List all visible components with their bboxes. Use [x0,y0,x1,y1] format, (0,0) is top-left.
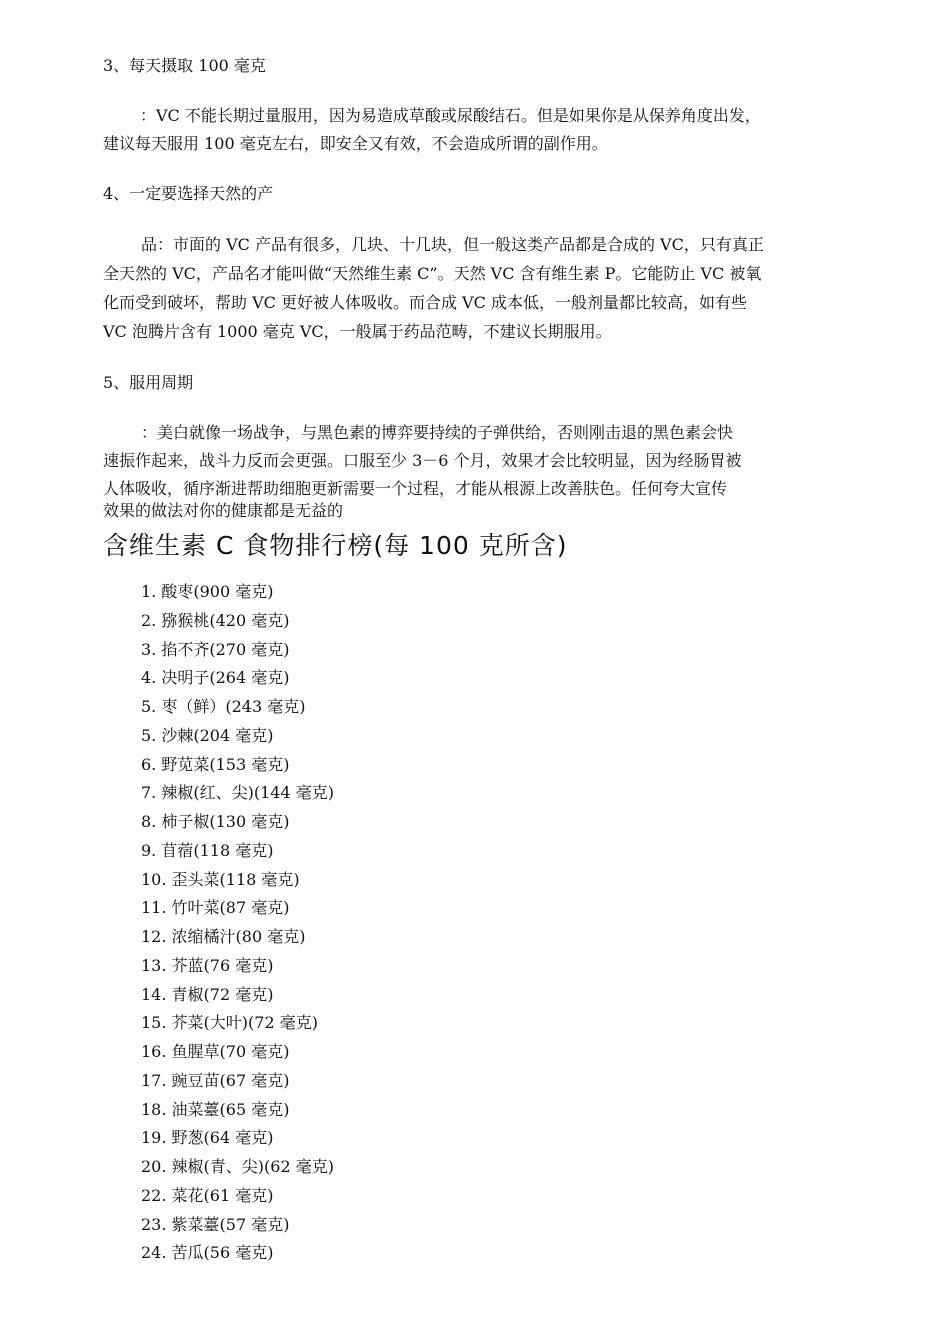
list-item: 14. 青椒(72 毫克) [141,984,274,1004]
list-item: 6. 野苋菜(153 毫克) [141,754,290,774]
list-item: 24. 苦瓜(56 毫克) [141,1243,274,1263]
list-item: 18. 油菜薹(65 毫克) [141,1099,290,1119]
list-item: 13. 芥蓝(76 毫克) [141,955,274,975]
list-item: 9. 苜蓿(118 毫克) [141,840,274,860]
section-3-title: 3、每天摄取 100 毫克 [103,56,266,75]
list-item: 11. 竹叶菜(87 毫克) [141,898,290,918]
list-item: 22. 菜花(61 毫克) [141,1185,274,1205]
ranking-heading: 含维生素 C 食物排行榜(每 100 克所含) [103,531,568,560]
list-item: 15. 芥菜(大叶)(72 毫克) [141,1013,318,1033]
section-4-line-2: 全天然的 VC，产品名才能叫做“天然维生素 C”。天然 VC 含有维生素 P。它能防止 VC 被氧 [103,264,762,283]
section-4-title: 4、一定要选择天然的产 [103,184,274,203]
section-5-title: 5、服用周期 [103,373,194,392]
list-item: 10. 歪头菜(118 毫克) [141,869,300,889]
list-item: 12. 浓缩橘汁(80 毫克) [141,927,306,946]
list-item: 19. 野葱(64 毫克) [141,1128,274,1148]
list-item: 23. 紫菜薹(57 毫克) [141,1214,290,1234]
section-4-line-4: VC 泡腾片含有 1000 毫克 VC，一般属于药品范畴，不建议长期服用。 [103,322,612,341]
list-item: 8. 柿子椒(130 毫克) [141,812,290,831]
list-item: 7. 辣椒(红、尖)(144 毫克) [141,783,334,803]
section-5-line-1: ：美白就像一场战争，与黑色素的博弈要持续的子弹供给，否则刚击退的黑色素会快 [141,423,734,442]
list-item: 5. 枣（鲜）(243 毫克) [141,697,306,716]
section-5-line-4: 效果的做法对你的健康都是无益的 [103,501,344,520]
section-5-line-3: 人体吸收，循序渐进帮助细胞更新需要一个过程，才能从根源上改善肤色。任何夸大宣传 [103,479,728,498]
section-4-line-3: 化而受到破坏，帮助 VC 更好被人体吸收。而合成 VC 成本低，一般剂量都比较高，如有些 [103,293,747,312]
section-5-line-2: 速振作起来，战斗力反而会更强。口服至少 3－6 个月，效果才会比较明显，因为经肠胃被 [103,451,742,470]
list-item: 20. 辣椒(青、尖)(62 毫克) [141,1157,334,1176]
list-item: 1. 酸枣(900 毫克) [141,582,274,601]
section-4-line-1: 品：市面的 VC 产品有很多，几块、十几块，但一般这类产品都是合成的 VC，只有真正 [141,235,764,254]
ranking-list [141,578,334,1268]
section-3-line-1: ：VC 不能长期过量服用，因为易造成草酸或尿酸结石。但是如果你是从保养角度出发， [140,106,761,125]
section-3-line-2: 建议每天服用 100 毫克左右，即安全又有效，不会造成所谓的副作用。 [103,134,608,153]
list-item: 4. 决明子(264 毫克) [141,668,290,688]
list-item: 16. 鱼腥草(70 毫克) [141,1042,290,1061]
list-item: 17. 豌豆苗(67 毫克) [141,1070,290,1090]
list-item: 3. 掐不齐(270 毫克) [141,639,290,659]
list-item: 5. 沙棘(204 毫克) [141,725,274,745]
list-item: 2. 猕猴桃(420 毫克) [141,610,290,630]
